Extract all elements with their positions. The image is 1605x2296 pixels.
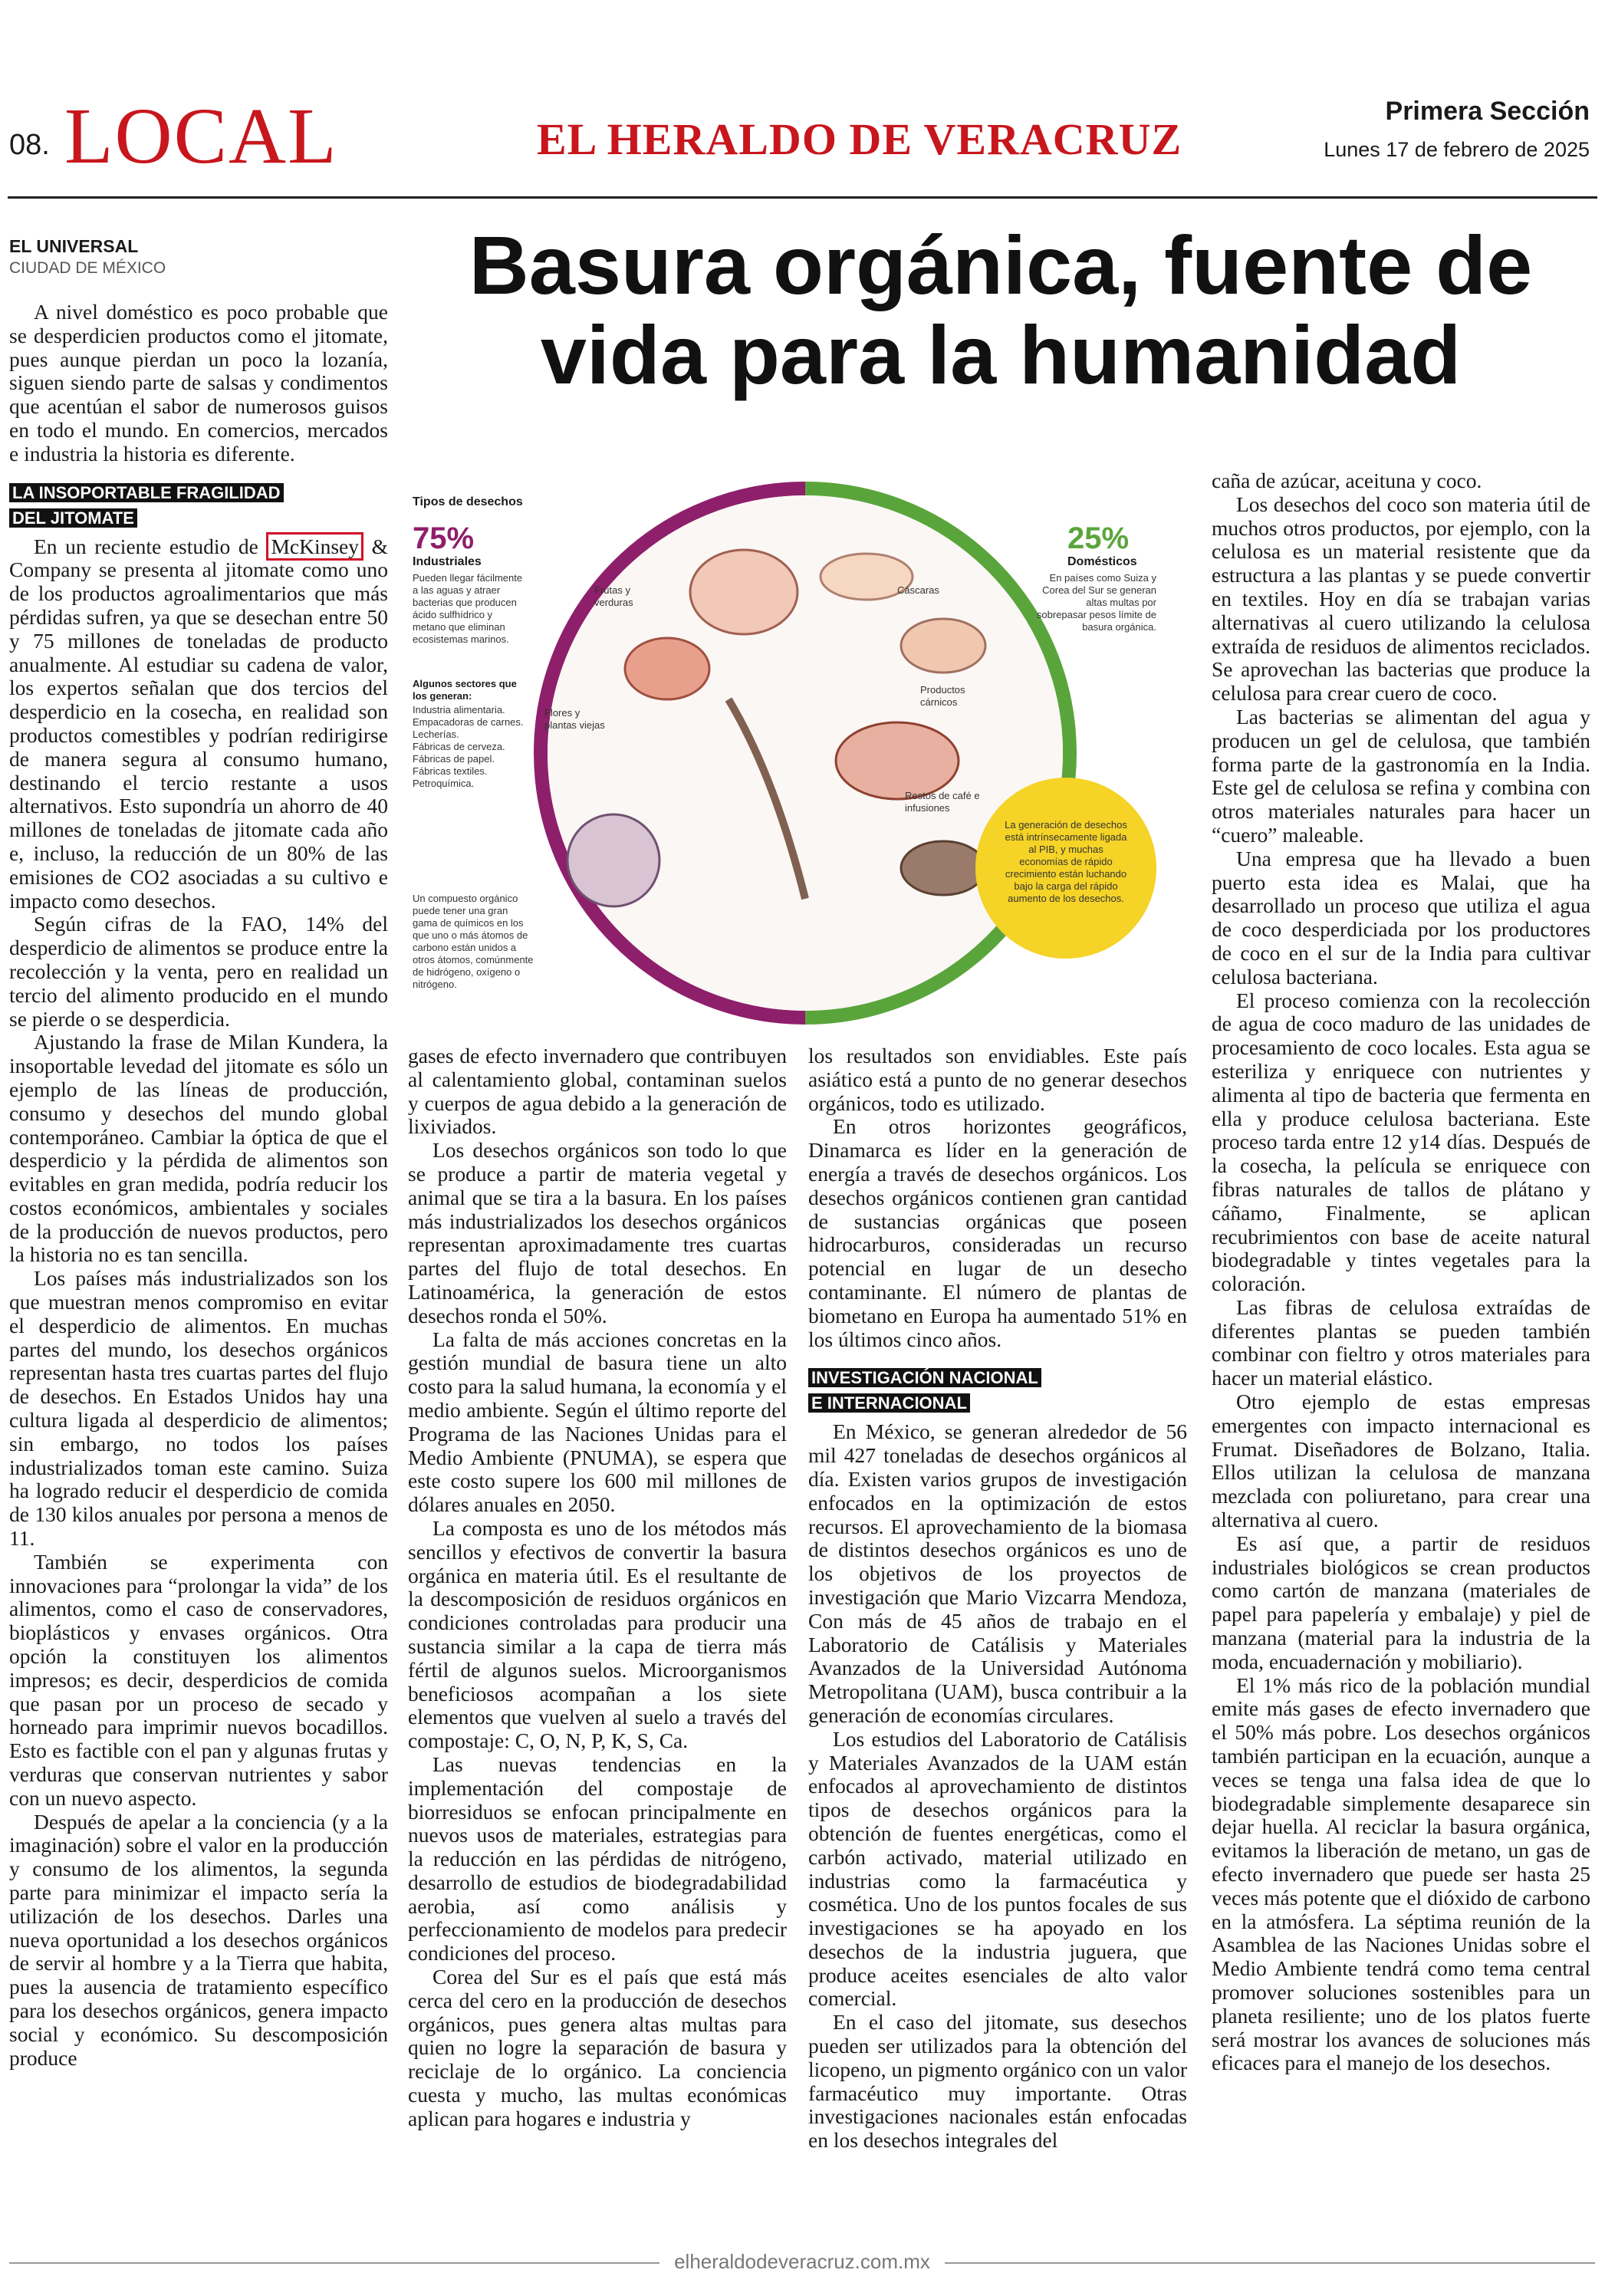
paragraph: Corea del Sur es el país que está más cerca del cero en la producción de desechos orgánicos, pues genera altas multas para quien no logre la separación de basura y reciclaje de lo orgánico. La conciencia cuesta y mucho, las multas económicas aplican para hogares e industria y [408, 1965, 787, 2130]
label-cafe: Restos de café e infusiones [905, 790, 980, 814]
sector-item: Fábricas de cerveza. [413, 741, 505, 752]
text-run: En un reciente estudio de [34, 534, 267, 558]
section-title: LOCAL [64, 92, 338, 180]
footer-url[interactable]: elheraldodeveracruz.com.mx [674, 2250, 930, 2273]
paragraph: los resultados son envidiables. Este país asiático está a punto de no generar desechos orgánicos, todo es utilizado. [808, 1044, 1187, 1115]
subhead-line: E INTERNACIONAL [808, 1393, 970, 1413]
infographic-disc [548, 495, 1063, 1011]
subhead-line: LA INSOPORTABLE FRAGILIDAD [9, 483, 284, 502]
domestic-percent: 25% [1067, 521, 1130, 555]
column-4 [1212, 469, 1590, 2075]
text-run: & Company se presenta al jitomate como uno de los productos agroalimentarios que más pérdidas sufren, ya que se desechan entre 50 y 75 millones de toneladas de producto anualmente. Al estudiar su cadena de valor, los expertos señalan que dos tercios del desperdicio en la cosecha, en realidad son productos comestibles y podrían redirigirse de manera segura al consumo humano, destinando el tercio restante a usos alternativos. Esto supondría un ahorro de 40 millones de toneladas de jitomate cada año e, incluso, la reducción de un 80% de las emisiones de CO2 asociadas a su cultivo e impacto como desechos. [9, 534, 388, 913]
sectors-title: Algunos sectores que los generan: [413, 678, 517, 702]
label-flores: Flores y plantas viejas [544, 707, 605, 731]
callout-text: La generación de desechos está intrínsecamente ligada al PIB, y muchas economías de rápido crecimiento están luchando bajo la carga del rápido aumento de los desechos. [1005, 819, 1127, 904]
egg-shell-shape [901, 619, 985, 673]
header-rule [8, 196, 1597, 199]
byline-place: CIUDAD DE MÉXICO [9, 259, 166, 277]
label-frutas: Frutas y verduras [594, 584, 633, 608]
paragraph: Los países más industrializados son los que muestran menos compromiso en evitar el desperdicio de alimentos. En muchas partes del mundo, los desechos orgánicos representan hasta tres cuartas partes del flujo de desechos. En Estados Unidos hay una cultura ligada al desperdicio de alimentos; sin embargo, no todos los países industrializados toman este camino. Suiza ha logrado reducir el desperdicio de comida de 130 kilos anuales por persona a menos de 11. [9, 1266, 388, 1551]
paragraph: Las nuevas tendencias en la implementación del compostaje de biorresiduos se enfocan principalmente en nuevos usos de materiales, estrategias para la reducción en las pérdidas de nitrógeno, desarrollo de estudios de biodegradabilidad aerobia, así como análisis y perfeccionamiento de modelos para predecir condiciones del proceso. [408, 1752, 787, 1965]
column-1 [9, 301, 388, 2070]
issue-date: Lunes 17 de febrero de 2025 [1324, 138, 1590, 161]
paragraph: La falta de más acciones concretas en la gestión mundial de basura tiene un alto costo para la salud humana, la economía y el medio ambiente. Según el último reporte del Programa de las Naciones Unidas para el Medio Ambiente (PNUMA), se espera que este costo supere los 600 mil millones de dólares anuales en 2050. [408, 1327, 787, 1517]
paragraph: Otro ejemplo de estas empresas emergentes con impacto internacional es Frumat. Diseñadores de Bolzano, Italia. Ellos utilizan la celulosa de manzana mezclada con poliuretano, para crear una alternativa al cuero. [1212, 1390, 1590, 1532]
apple-core-shape [690, 550, 798, 634]
paragraph: Es así que, a partir de residuos industriales biológicos se crean productos como cartón de manzana (materiales de papel para papelería y embalaje) y piel de manzana (material para la industria de la moda, encuadernación y mobiliario). [1212, 1531, 1590, 1673]
sector-item: Industria alimentaria. [413, 704, 505, 715]
subhead-line: INVESTIGACIÓN NACIONAL [808, 1368, 1041, 1387]
paragraph: En el caso del jitomate, sus desechos pueden ser utilizados para la obtención del licopeno, un pigmento orgánico con un valor farmacéutico muy importante. Otras investigaciones nacionales están enfocadas en los desechos integrales del [808, 2010, 1187, 2153]
paragraph: Las fibras de celulosa extraídas de diferentes plantas se pueden también combinar con fieltro y otros materiales para hacer un material elástico. [1212, 1294, 1590, 1390]
column-3 [808, 1044, 1187, 2153]
paragraph: En otros horizontes geográficos, Dinamarca es líder en la generación de energía a través de desechos orgánicos. Los desechos orgánicos contienen gran cantidad de sustancias orgánicas que poseen hidrocarburos, consideradas un recurso potencial en lugar de un desecho contaminante. El número de plantas de biometano en Europa ha aumentado 51% en los últimos cinco años. [808, 1114, 1187, 1351]
sector-item: Fábricas textiles. [413, 765, 488, 777]
paragraph: El 1% más rico de la población mundial emite más gases de efecto invernadero que el 50% más pobre. Los desechos orgánicos también participan en la ecuación, aunque a veces se tenga una falsa idea de que lo biodegradable simplemente desaparece sin dejar huella. Al reciclar la basura orgánica, evitamos la liberación de metano, un gas de efecto invernadero que puede ser hasta 25 veces más potente que el dióxido de carbono en la atmósfera. La séptima reunión de la Asamblea de las Naciones Unidas sobre el Medio Ambiente tendrá como tema central promover soluciones sostenibles para un planeta resiliente; uno de los platos fuerte será mostrar los avances de soluciones más eficaces para el manejo de los desechos. [1212, 1673, 1590, 2075]
subhead-investigacion [808, 1365, 1187, 1416]
sector-item: Petroquímica. [413, 778, 475, 789]
sector-item: Fábricas de papel. [413, 753, 495, 765]
footer-rule-left [9, 2262, 659, 2264]
sector-item: Lecherías. [413, 729, 459, 740]
coffee-shape [901, 841, 985, 895]
label-carnicos: Productos cárnicos [920, 684, 965, 708]
fruit-shape [625, 638, 709, 699]
paragraph: La composta es uno de los métodos más sencillos y efectivos de convertir la basura orgánica en materia útil. Es el resultante de la descomposición de residuos orgánicos en condiciones controladas para producir una sustancia similar a la capa de tierra más fértil de algunos suelos. Microorganismos beneficiosos acompañan a los siete elementos que vuelven al suelo a través del compostaje: C, O, N, P, K, S, Ca. [408, 1515, 787, 1753]
industrial-label: Industriales [413, 555, 482, 568]
paragraph: Después de apelar a la conciencia (y a la imaginación) sobre el valor en la producción y consumo de los alimentos, la segunda parte para minimizar el impacto sería la utilización de los desechos. Darles una nueva oportunidad a los desechos orgánicos de servir al hombre y a la Tierra que habita, pues la ausencia de tratamiento específico para los desechos orgánicos, genera impacto social y económico. Su descomposición produce [9, 1809, 388, 2070]
sectors-list [413, 704, 528, 790]
paragraph: A nivel doméstico es poco probable que se desperdicien productos como el jitomate, pues aunque pierdan un poco la lozanía, siguen siendo parte de salsas y condimentos que acentúan el sabor de numerosos guisos en todo el mundo. En comercios, mercados e industria la historia es diferente. [9, 300, 388, 465]
sector-item: Empacadoras de carnes. [413, 716, 524, 728]
headline: Basura orgánica, fuente de vida para la humanidad [469, 219, 1533, 401]
paragraph: gases de efecto invernadero que contribuyen al calentamiento global, contaminan suelos y cuerpos de agua debido a la generación de lixiviados. [408, 1044, 787, 1139]
label-cascaras: Cáscaras [897, 584, 939, 596]
subhead-line: DEL JITOMATE [9, 508, 137, 528]
masthead: EL HERALDO DE VERACRUZ [537, 114, 1182, 164]
column-2 [408, 1044, 787, 2131]
domestic-label: Domésticos [1067, 555, 1137, 568]
meat-shape [836, 722, 959, 799]
paragraph: Los desechos orgánicos son todo lo que se produce a partir de materia vegetal y animal que se tira a la basura. En los países más industrializados los desechos orgánicos representan aproximadamente tres cuartas partes del flujo de total desechos. En Latinoamérica, la generación de estos desechos ronda el 50%. [408, 1138, 787, 1327]
paragraph [9, 535, 388, 913]
domestic-description: En países como Suiza y Corea del Sur se generan altas multas por sobrepasar pesos límite de basura orgánica. [1036, 572, 1156, 633]
paragraph: Ajustando la frase de Milan Kundera, la insoportable levedad del jitomate es sólo un ejemplo de las líneas de producción, consumo y desechos del mundo global contemporáneo. Cambiar la óptica de que el desperdicio y la pérdida de alimentos son evitables en gran medida, podría reducir los costos económicos, ambientales y sociales de la producción de nuevos productos, pero la historia no es tan sencilla. [9, 1030, 388, 1267]
byline-source: EL UNIVERSAL [9, 236, 139, 256]
industrial-percent: 75% [413, 521, 475, 555]
paragraph: Según cifras de la FAO, 14% del desperdicio de alimentos se produce entre la recolección y la venta, pero en realidad un tercio del alimento producido en el mundo se pierde o se desperdicia. [9, 912, 388, 1031]
section-label: Primera Sección [1385, 97, 1590, 126]
subhead-fragilidad [9, 480, 388, 531]
page-number: 08. [9, 129, 50, 161]
footer-rule-right [945, 2262, 1595, 2264]
paragraph: Una empresa que ha llevado a buen puerto esta idea es Malai, que ha desarrollado un proceso que utiliza el agua de coco desperdiciada por los productores de coco en el sur de la India para cultivar celulosa bacteriana. [1212, 846, 1590, 988]
flower-shape [567, 814, 659, 906]
paragraph: El proceso comienza con la recolección de agua de coco maduro de las unidades de procesamiento de coco locales. Esta agua se esteriliza y enriquece con nutrientes y alimenta al tipo de bacteria que fermenta en ella y produce celulosa bacteriana. Este proceso tarda entre 12 y14 días. Después de la cosecha, la película se enriquece con fibras naturales de tallos de plátano y cáñamo, Finalmente, se aplican recubrimientos con base de aceite natural biodegradable y tintes vegetales para la coloración. [1212, 988, 1590, 1296]
highlighted-word: McKinsey [266, 532, 363, 561]
paragraph: Las bacterias se alimentan del agua y producen un gel de celulosa, que también forma parte de la gastronomía en la India. Este gel de celulosa se refina y combina con otros materiales naturales para hacer un “cuero” maleable. [1212, 704, 1590, 847]
paragraph: Los estudios del Laboratorio de Catálisis y Materiales Avanzados de la UAM están enfocados al aprovechamiento de distintos tipos de desechos orgánicos para la obtención de fuentes energéticas, como el carbón activado, material utilizado en industrias como la farmacéutica y cosmética. Uno de los puntos focales de sus investigaciones se ha apoyado en los desechos de la industria juguera, que produce aceites esenciales de alto valor comercial. [808, 1726, 1187, 2011]
paragraph: caña de azúcar, aceituna y coco. [1212, 469, 1482, 492]
industrial-description: Pueden llegar fácilmente a las aguas y atraer bacterias que producen ácido sulfhídrico y metano que eliminan ecosistemas marinos. [413, 572, 523, 645]
infographic [406, 469, 1212, 1029]
paragraph: También se experimenta con innovaciones para “prolongar la vida” de los alimentos, como el caso de conservadores, bioplásticos y envases orgánicos. Otra opción la constituyen los alimentos impresos; es decir, desperdicios de comida que pasan por un proceso de secado y horneado para imprimir nuevos bocadillos. Esto es factible con el pan y algunas frutas y verduras que conservan nutrientes y sabor con un nuevo aspecto. [9, 1549, 388, 1810]
infographic-title: Tipos de desechos [413, 495, 523, 508]
organic-note: Un compuesto orgánico puede tener una gran gama de químicos en los que uno o más átomos de carbono están unidos a otros átomos, comúnmente de hidrógeno, oxígeno o nitrógeno. [413, 893, 534, 990]
paragraph: En México, se generan alrededor de 56 mil 427 toneladas de desechos orgánicos al día. Existen varios grupos de investigación enfocados en la optimización de estos recursos. El aprovechamiento de la biomasa de distintos desechos orgánicos es uno de los objetivos de los proyectos de investigación que Mario Vizcarra Mendoza, Con más de 45 años de trabajo en el Laboratorio de Catálisis y Materiales Avanzados de la Universidad Autónoma Metropolitana (UAM), busca contribuir a la generación de economías circulares. [808, 1419, 1187, 1727]
paragraph: Los desechos del coco son materia útil de muchos otros productos, por ejemplo, con la celulosa es un material resistente que da estructura a las plantas y se puede convertir en textiles. Hoy en día se trabajan varias alternativas al cuero utilizando la celulosa extraída de residuos de alimentos reciclados. Se aprovechan las bacterias que produce la celulosa para crear cuero de coco. [1212, 492, 1590, 706]
